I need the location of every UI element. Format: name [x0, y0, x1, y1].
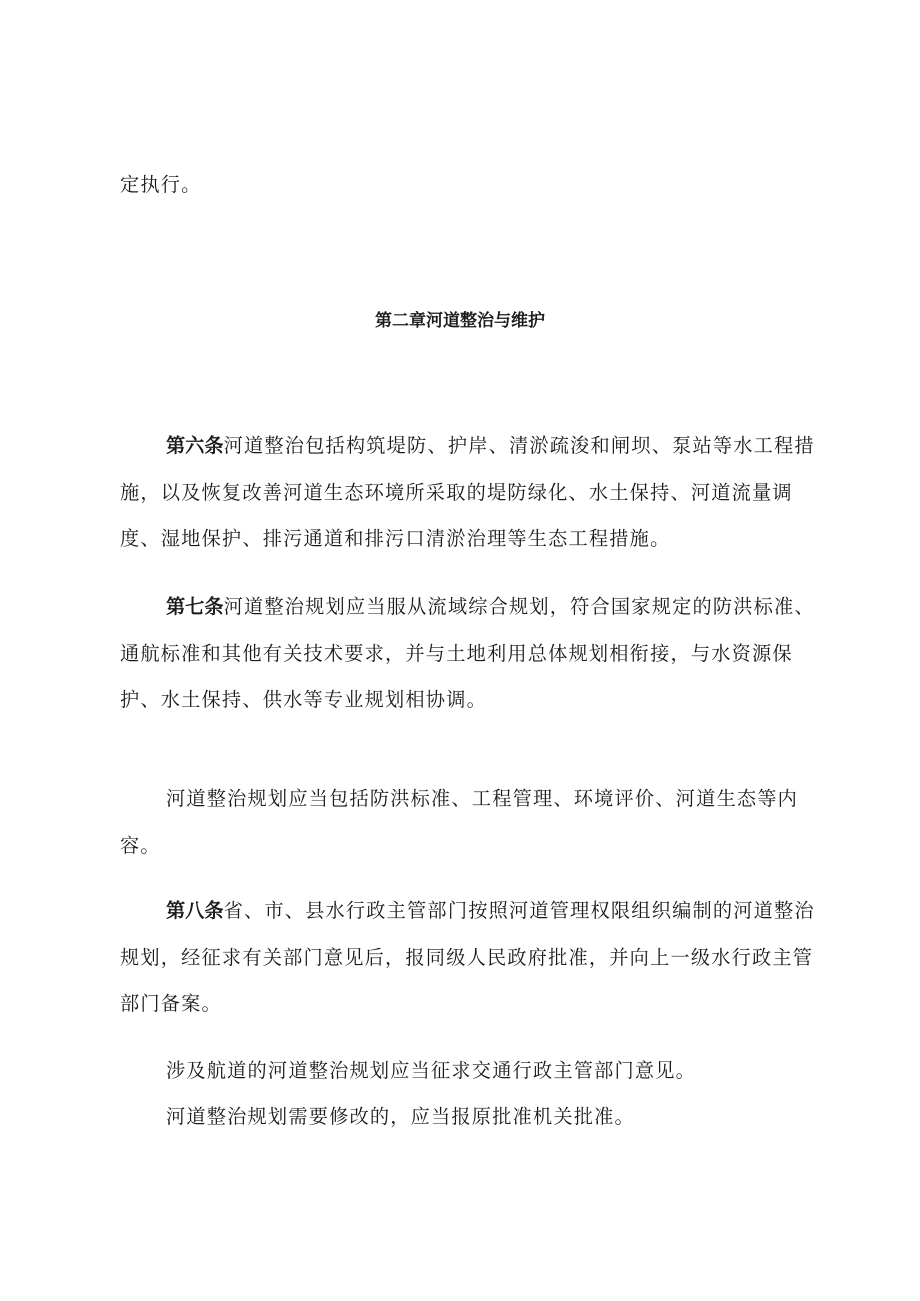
- article-seven-text: 河道整治规划应当服从流域综合规划，符合国家规定的防洪标准、通航标准和其他有关技术要求，并与土地利用总体规划相衔接，与水资源保护、水土保持、供水等专业规划相协调。: [120, 595, 815, 711]
- article-seven: [120, 584, 820, 724]
- paragraph-planning-content: 河道整治规划应当包括防洪标准、工程管理、环境评价、河道生态等内容。: [120, 787, 799, 857]
- article-eight: [120, 888, 820, 1028]
- continuation-text: 定执行。: [120, 173, 202, 196]
- article-eight-text: 省、市、县水行政主管部门按照河道管理权限组织编制的河道整治规划，经征求有关部门意见后，报同级人民政府批准，并向上一级水行政主管部门备案。: [120, 899, 815, 1015]
- article-six: [120, 423, 820, 563]
- paragraph-revision: 河道整治规划需要修改的，应当报原批准机关批准。: [166, 1105, 635, 1128]
- article-six-label: 第六条: [166, 434, 224, 457]
- article-seven-label: 第七条: [166, 595, 224, 618]
- paragraph-navigation: 涉及航道的河道整治规划应当征求交通行政主管部门意见。: [166, 1059, 697, 1082]
- chapter-heading: 第二章河道整治与维护: [375, 311, 545, 331]
- article-eight-label: 第八条: [166, 899, 224, 922]
- article-six-text: 河道整治包括构筑堤防、护岸、清淤疏浚和闸坝、泵站等水工程措施，以及恢复改善河道生态环境所采取的堤防绿化、水土保持、河道流量调度、湿地保护、排污通道和排污口清淤治理等生态工程措施。: [120, 434, 815, 550]
